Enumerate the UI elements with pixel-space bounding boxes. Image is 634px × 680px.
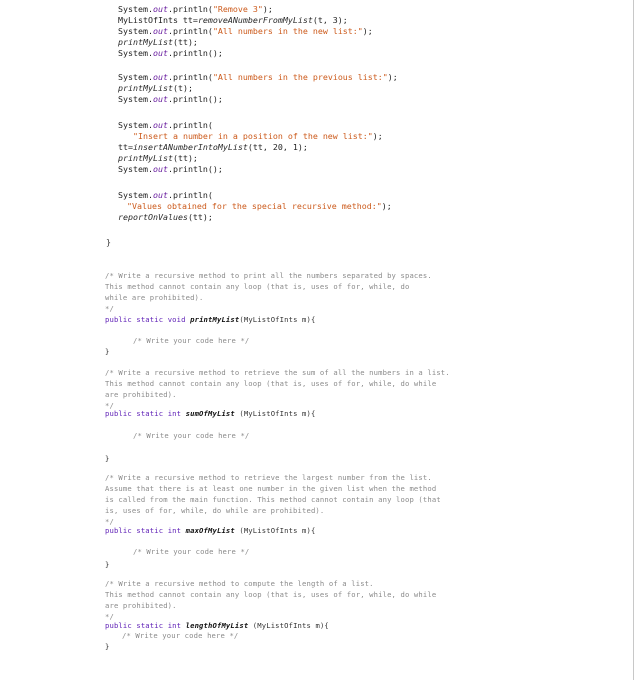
code-return-type: int xyxy=(167,409,182,418)
method-closing-brace: } xyxy=(105,454,110,463)
code-token: .println( xyxy=(167,4,213,14)
code-line-println-empty xyxy=(118,164,223,175)
method-comment-line: Assume that there is at least one number in the given list when the method xyxy=(105,484,437,493)
code-method-call: reportOnValues xyxy=(118,212,188,222)
code-string: "Values obtained for the special recursive method:" xyxy=(127,201,382,211)
code-return-type: int xyxy=(167,526,182,535)
code-token: out xyxy=(152,48,168,58)
code-line-print-new-list xyxy=(118,26,373,37)
code-token: out xyxy=(152,190,168,200)
method-name: sumOfMyList xyxy=(185,409,235,418)
code-token: System. xyxy=(118,164,153,174)
method-comment-line: */ xyxy=(105,517,114,526)
code-token: ); xyxy=(262,4,273,14)
code-token: (tt); xyxy=(172,37,198,47)
code-token: .println( xyxy=(167,120,213,130)
code-line-print-remove xyxy=(118,4,273,15)
code-token: (tt, 20, 1); xyxy=(247,142,308,152)
code-token: System. xyxy=(118,120,153,130)
code-line-insert-string xyxy=(133,131,383,142)
method-body-placeholder: /* Write your code here */ xyxy=(133,431,250,440)
code-line-printmylist-tt xyxy=(118,37,198,48)
method-comment-line: /* Write a recursive method to retrieve the sum of all the numbers in a list. xyxy=(105,368,450,377)
method-comment-line: */ xyxy=(105,612,114,621)
method-signature xyxy=(105,314,315,325)
method-body-placeholder: /* Write your code here */ xyxy=(133,547,250,556)
code-keyword: public static xyxy=(105,409,164,418)
code-token: (t, 3); xyxy=(312,15,348,25)
method-name: maxOfMyList xyxy=(185,526,235,535)
code-string: "Insert a number in a position of the new list:" xyxy=(133,131,373,141)
code-return-type: int xyxy=(167,621,182,630)
code-token: (t); xyxy=(172,83,193,93)
method-comment-line: are prohibited). xyxy=(105,601,177,610)
code-line-print-previous-list xyxy=(118,72,398,83)
code-line-println-open xyxy=(118,190,213,201)
code-line-println-empty xyxy=(118,94,223,105)
code-token: tt= xyxy=(118,142,133,152)
code-token: out xyxy=(152,120,168,130)
method-body-placeholder: /* Write your code here */ xyxy=(133,336,250,345)
method-comment-line: This method cannot contain any loop (that is, uses of for, while, do while xyxy=(105,379,437,388)
method-params: (MyListOfInts m){ xyxy=(248,621,329,630)
code-line-remove-call xyxy=(118,15,348,26)
code-token: ); xyxy=(372,131,383,141)
code-token: System. xyxy=(118,190,153,200)
method-comment-line: This method cannot contain any loop (that is, uses of for, while, do xyxy=(105,282,410,291)
method-closing-brace: } xyxy=(105,642,110,651)
code-line-println-open xyxy=(118,120,213,131)
code-token: ); xyxy=(387,72,398,82)
method-closing-brace: } xyxy=(105,347,110,356)
method-comment-line: */ xyxy=(105,304,114,313)
code-return-type: void xyxy=(167,315,186,324)
method-params: (MyListOfInts m){ xyxy=(234,526,316,535)
code-token: System. xyxy=(118,72,153,82)
code-keyword: public static xyxy=(105,621,164,630)
code-token: out xyxy=(152,164,168,174)
method-comment-line: while are prohibited). xyxy=(105,293,204,302)
code-line-values-string xyxy=(127,201,392,212)
code-token: MyListOfInts tt= xyxy=(118,15,198,25)
code-token: out xyxy=(152,72,168,82)
code-token: } xyxy=(106,237,111,247)
method-signature xyxy=(105,525,315,536)
method-params: (MyListOfInts m){ xyxy=(239,315,316,324)
code-method-call: printMyList xyxy=(118,153,173,163)
code-token: System. xyxy=(118,94,153,104)
code-line-printmylist-tt xyxy=(118,153,198,164)
code-token: .println(); xyxy=(167,94,223,104)
method-comment-line: is called from the main function. This method cannot contain any loop (that xyxy=(105,495,441,504)
code-string: "Remove 3" xyxy=(212,4,263,14)
code-string: "All numbers in the previous list:" xyxy=(212,72,388,82)
code-line-println-empty xyxy=(118,48,223,59)
code-keyword: public static xyxy=(105,315,164,324)
method-params: (MyListOfInts m){ xyxy=(234,409,316,418)
code-token: ); xyxy=(381,201,392,211)
method-name: printMyList xyxy=(190,315,240,324)
method-signature xyxy=(105,408,315,419)
method-comment-line: /* Write a recursive method to compute the length of a list. xyxy=(105,579,374,588)
code-token: System. xyxy=(118,26,153,36)
code-token: .println( xyxy=(167,26,213,36)
code-closing-brace xyxy=(106,237,111,248)
method-comment-line: This method cannot contain any loop (that is, uses of for, while, do while xyxy=(105,590,437,599)
code-token: out xyxy=(152,94,168,104)
method-comment-line: */ xyxy=(105,401,114,410)
code-string: "All numbers in the new list:" xyxy=(212,26,363,36)
method-closing-brace: } xyxy=(105,560,110,569)
method-body-placeholder: /* Write your code here */ xyxy=(122,631,239,640)
code-token: out xyxy=(152,4,168,14)
method-comment-line: are prohibited). xyxy=(105,390,177,399)
code-token: ); xyxy=(362,26,373,36)
method-comment-line: is, uses of for, while, do while are prohibited). xyxy=(105,506,325,515)
method-comment-line: /* Write a recursive method to print all the numbers separated by spaces. xyxy=(105,271,432,280)
code-line-insert-call xyxy=(118,142,308,153)
method-name: lengthOfMyList xyxy=(185,621,249,630)
code-token: .println( xyxy=(167,72,213,82)
code-method-call: insertANumberIntoMyList xyxy=(133,142,248,152)
code-token: (tt); xyxy=(187,212,213,222)
code-line-printmylist-t xyxy=(118,83,193,94)
code-token: (tt); xyxy=(172,153,198,163)
code-method-call: printMyList xyxy=(118,83,173,93)
code-token: System. xyxy=(118,4,153,14)
code-token: .println(); xyxy=(167,164,223,174)
method-comment-line: /* Write a recursive method to retrieve the largest number from the list. xyxy=(105,473,432,482)
code-line-report-call xyxy=(118,212,213,223)
code-token: System. xyxy=(118,48,153,58)
code-keyword: public static xyxy=(105,526,164,535)
code-token: .println( xyxy=(167,190,213,200)
code-method-call: printMyList xyxy=(118,37,173,47)
code-method-call: removeANumberFromMyList xyxy=(197,15,313,25)
code-token: out xyxy=(152,26,168,36)
code-token: .println(); xyxy=(167,48,223,58)
